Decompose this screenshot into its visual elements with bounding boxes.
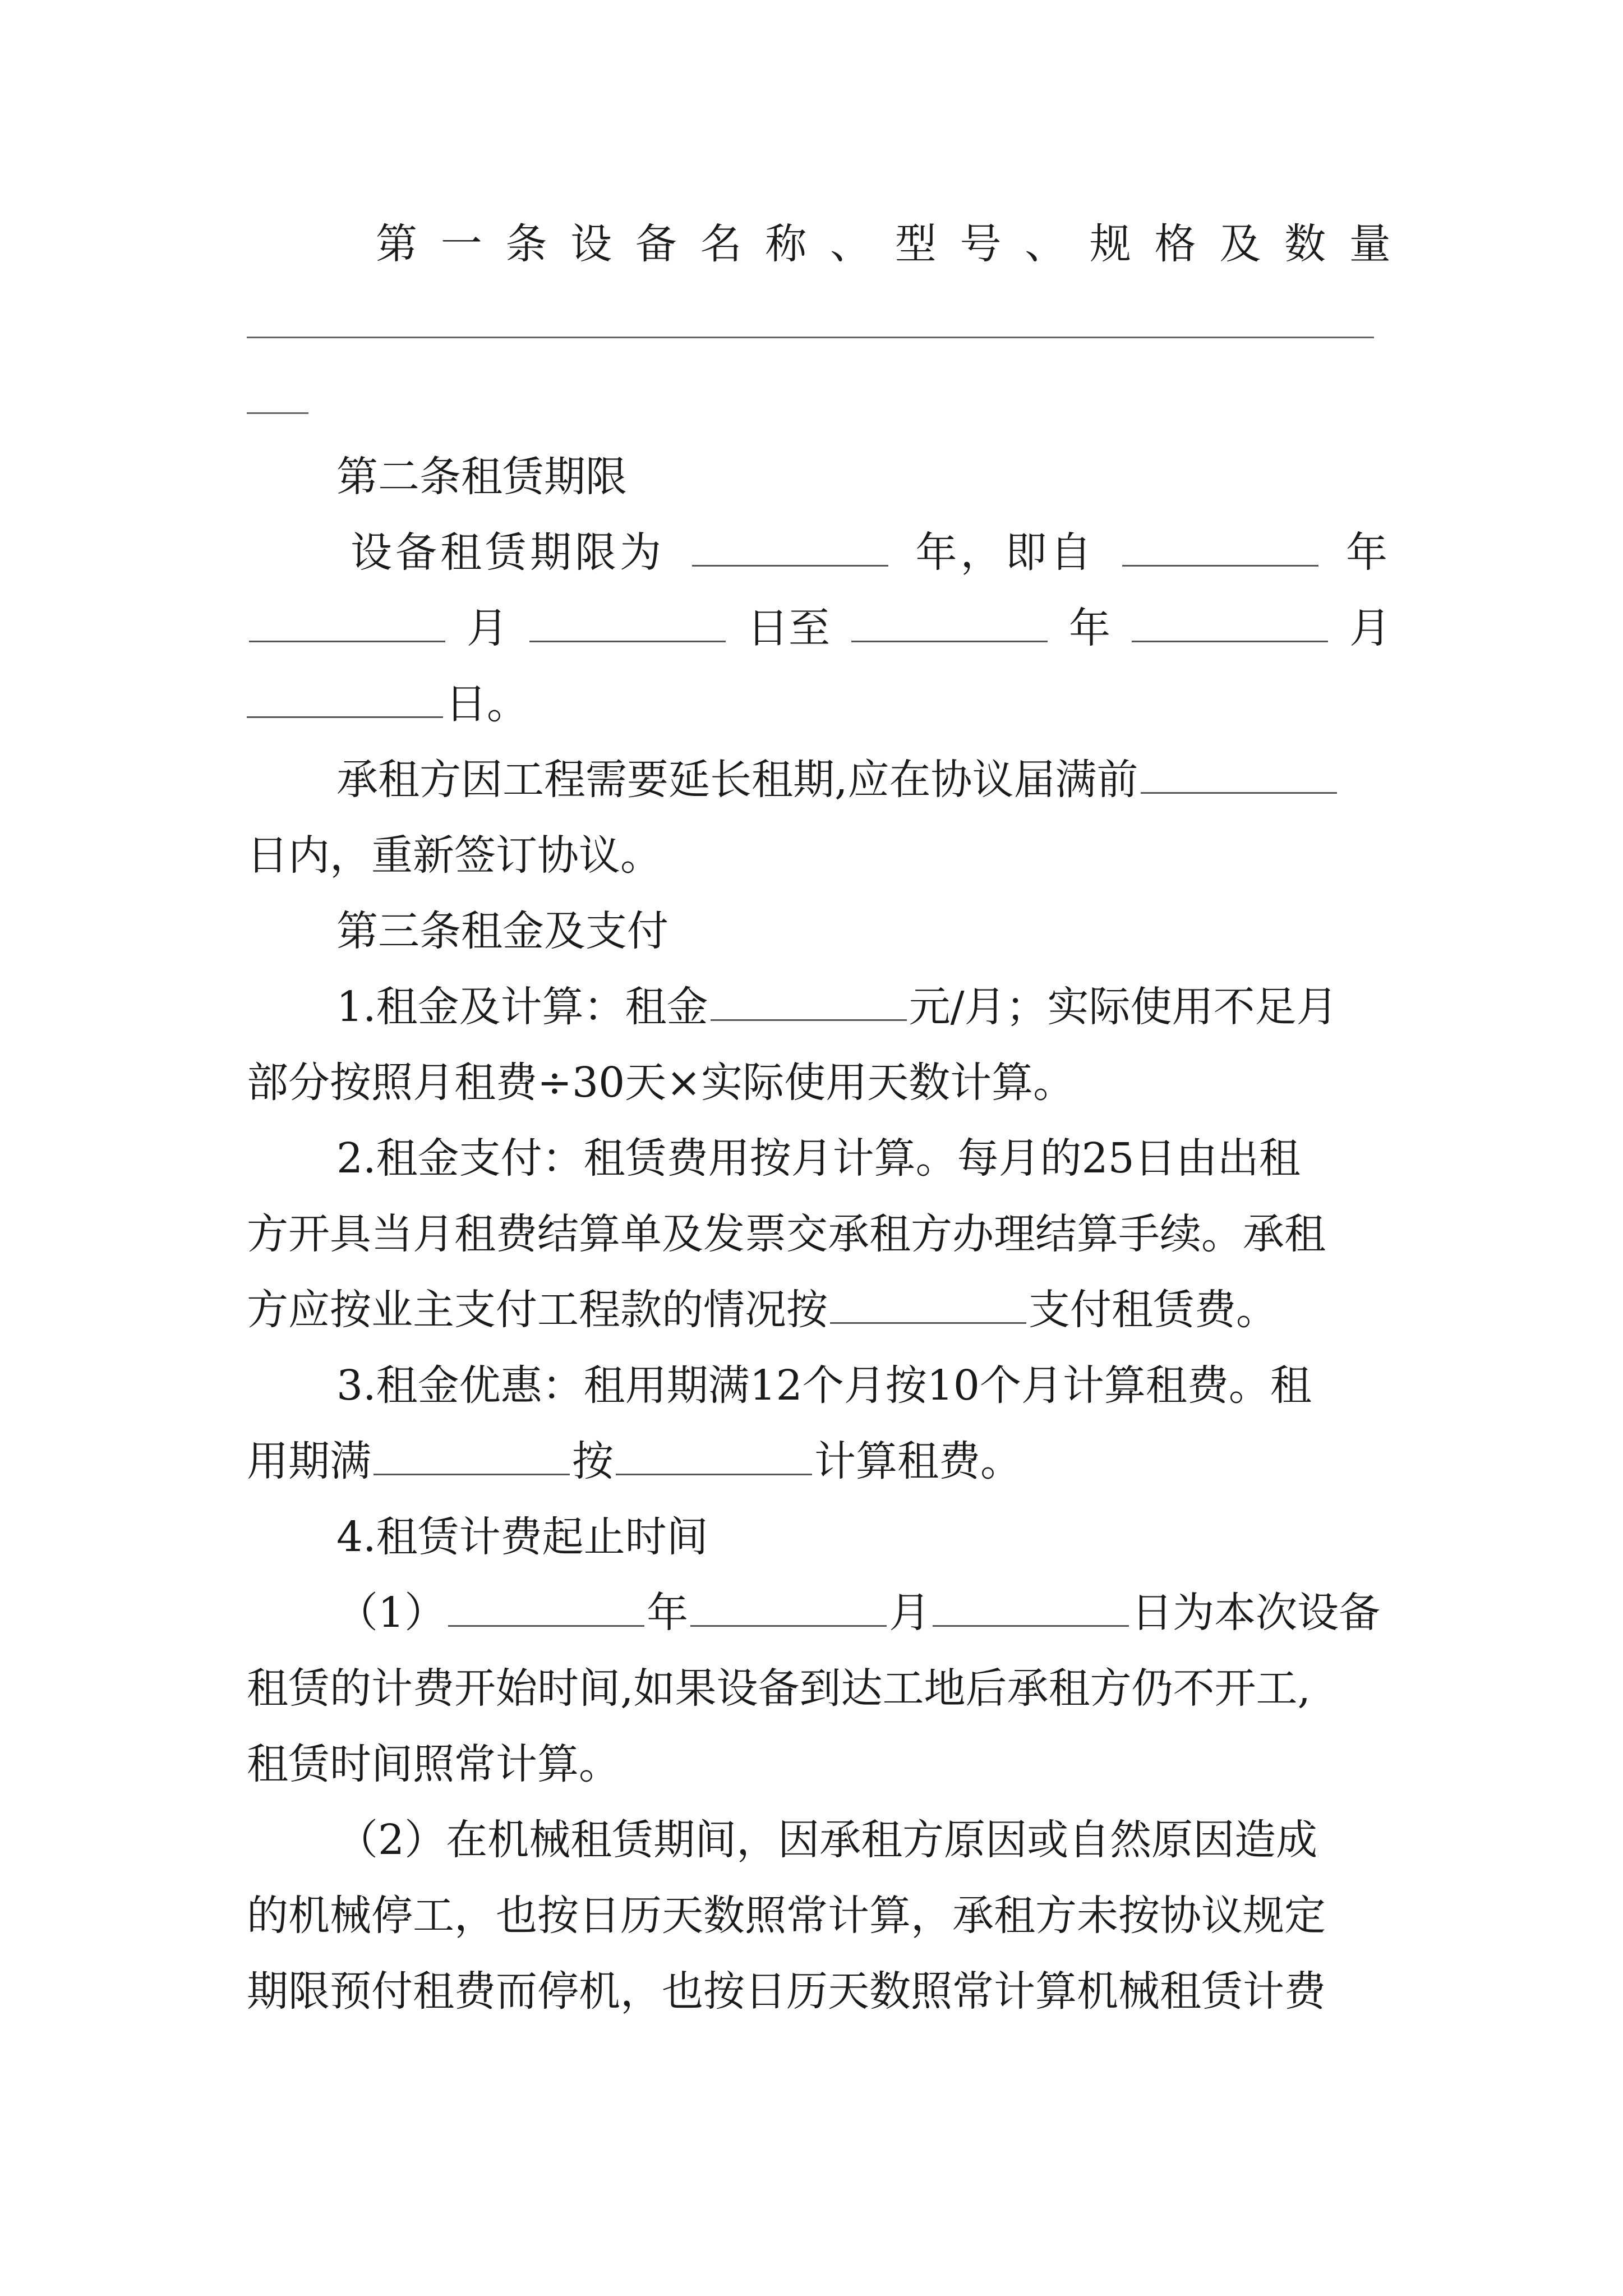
heading-char: 、 bbox=[1025, 220, 1067, 268]
heading-char: 名 bbox=[700, 220, 742, 268]
blank-billing-start-month bbox=[690, 1586, 887, 1627]
blank-start-month bbox=[249, 601, 445, 642]
blank-rent-amount bbox=[711, 980, 907, 1021]
heading-char: 及 bbox=[1219, 220, 1261, 268]
heading-char: 备 bbox=[635, 220, 677, 268]
sub-1-line-3: 租赁时间照常计算。 bbox=[247, 1740, 620, 1788]
blank-end-month bbox=[1132, 601, 1328, 642]
heading-char: 一 bbox=[440, 220, 482, 268]
heading-char: 数 bbox=[1284, 220, 1326, 268]
equipment-blank-line-continued bbox=[247, 412, 308, 414]
equipment-blank-line bbox=[247, 337, 1374, 338]
item-2-line-1: 2.租金支付：租赁费用按月计算。每月的25日由出租 bbox=[336, 1134, 1301, 1182]
heading-char: 称 bbox=[765, 220, 807, 268]
heading-char: 规 bbox=[1089, 220, 1131, 268]
blank-years bbox=[692, 526, 888, 567]
item-2-line-3: 方应按业主支付工程款的情况按 支付租赁费。 bbox=[247, 1279, 1391, 1341]
blank-billing-term bbox=[616, 1434, 812, 1475]
heading-char: 、 bbox=[830, 220, 872, 268]
article-2-line-2: 月 日至 年 月 bbox=[247, 597, 1391, 659]
blank-start-day bbox=[529, 601, 726, 642]
blank-billing-start-year bbox=[448, 1586, 644, 1627]
sub-2-line-3: 期限预付租费而停机，也按日历天数照常计算机械租赁计费 bbox=[247, 1967, 1326, 2016]
text: 设备租赁期限为 bbox=[351, 528, 665, 577]
text: 年，即自 bbox=[915, 528, 1095, 577]
heading-char: 量 bbox=[1349, 220, 1391, 268]
item-2-line-2: 方开具当月租费结算单及发票交承租方办理结算手续。承租 bbox=[247, 1210, 1326, 1258]
item-1-line-2: 部分按照月租费÷30天×实际使用天数计算。 bbox=[247, 1059, 1075, 1107]
blank-days-before bbox=[1141, 753, 1337, 794]
item-4-heading: 4.租赁计费起止时间 bbox=[336, 1513, 708, 1561]
article-2-line-3: 日。 bbox=[247, 673, 1391, 735]
item-3-line-1: 3.租金优惠：租用期满12个月按10个月计算租费。租 bbox=[336, 1361, 1312, 1410]
article-1-heading bbox=[376, 213, 1391, 275]
article-2-line-1 bbox=[351, 522, 1391, 583]
sub-2-line-1: （2）在机械租赁期间，因承租方原因或自然原因造成 bbox=[336, 1816, 1318, 1864]
heading-char: 号 bbox=[960, 220, 1002, 268]
heading-char: 条 bbox=[505, 220, 547, 268]
blank-end-year bbox=[851, 601, 1048, 642]
blank-term bbox=[374, 1434, 570, 1475]
item-1-line-1: 1.租金及计算：租金 元/月；实际使用不足月 bbox=[336, 976, 1391, 1038]
blank-payment-method bbox=[830, 1283, 1026, 1324]
item-3-line-2: 用期满 按 计算租费。 bbox=[247, 1430, 1391, 1492]
text: 年 bbox=[1346, 528, 1391, 577]
article-2-paragraph-2-line-2: 日内，重新签订协议。 bbox=[247, 831, 662, 880]
article-3-heading: 第三条租金及支付 bbox=[336, 907, 668, 955]
heading-char: 型 bbox=[895, 220, 937, 268]
sub-2-line-2: 的机械停工，也按日历天数照常计算，承租方未按协议规定 bbox=[247, 1892, 1326, 1940]
article-2-paragraph-2-line-1: 承租方因工程需要延长租期,应在协议届满前 bbox=[336, 749, 1391, 811]
blank-end-day bbox=[247, 677, 443, 718]
blank-start-year bbox=[1122, 526, 1318, 567]
article-2-heading: 第二条租赁期限 bbox=[336, 453, 627, 501]
blank-billing-start-day bbox=[933, 1586, 1129, 1627]
heading-char: 设 bbox=[570, 220, 612, 268]
sub-1-line-1: （1） 年 月 日为本次设备 bbox=[336, 1582, 1391, 1644]
sub-1-line-2: 租赁的计费开始时间,如果设备到达工地后承租方仍不开工, bbox=[247, 1664, 1311, 1713]
heading-char: 格 bbox=[1154, 220, 1196, 268]
heading-char: 第 bbox=[376, 220, 417, 268]
